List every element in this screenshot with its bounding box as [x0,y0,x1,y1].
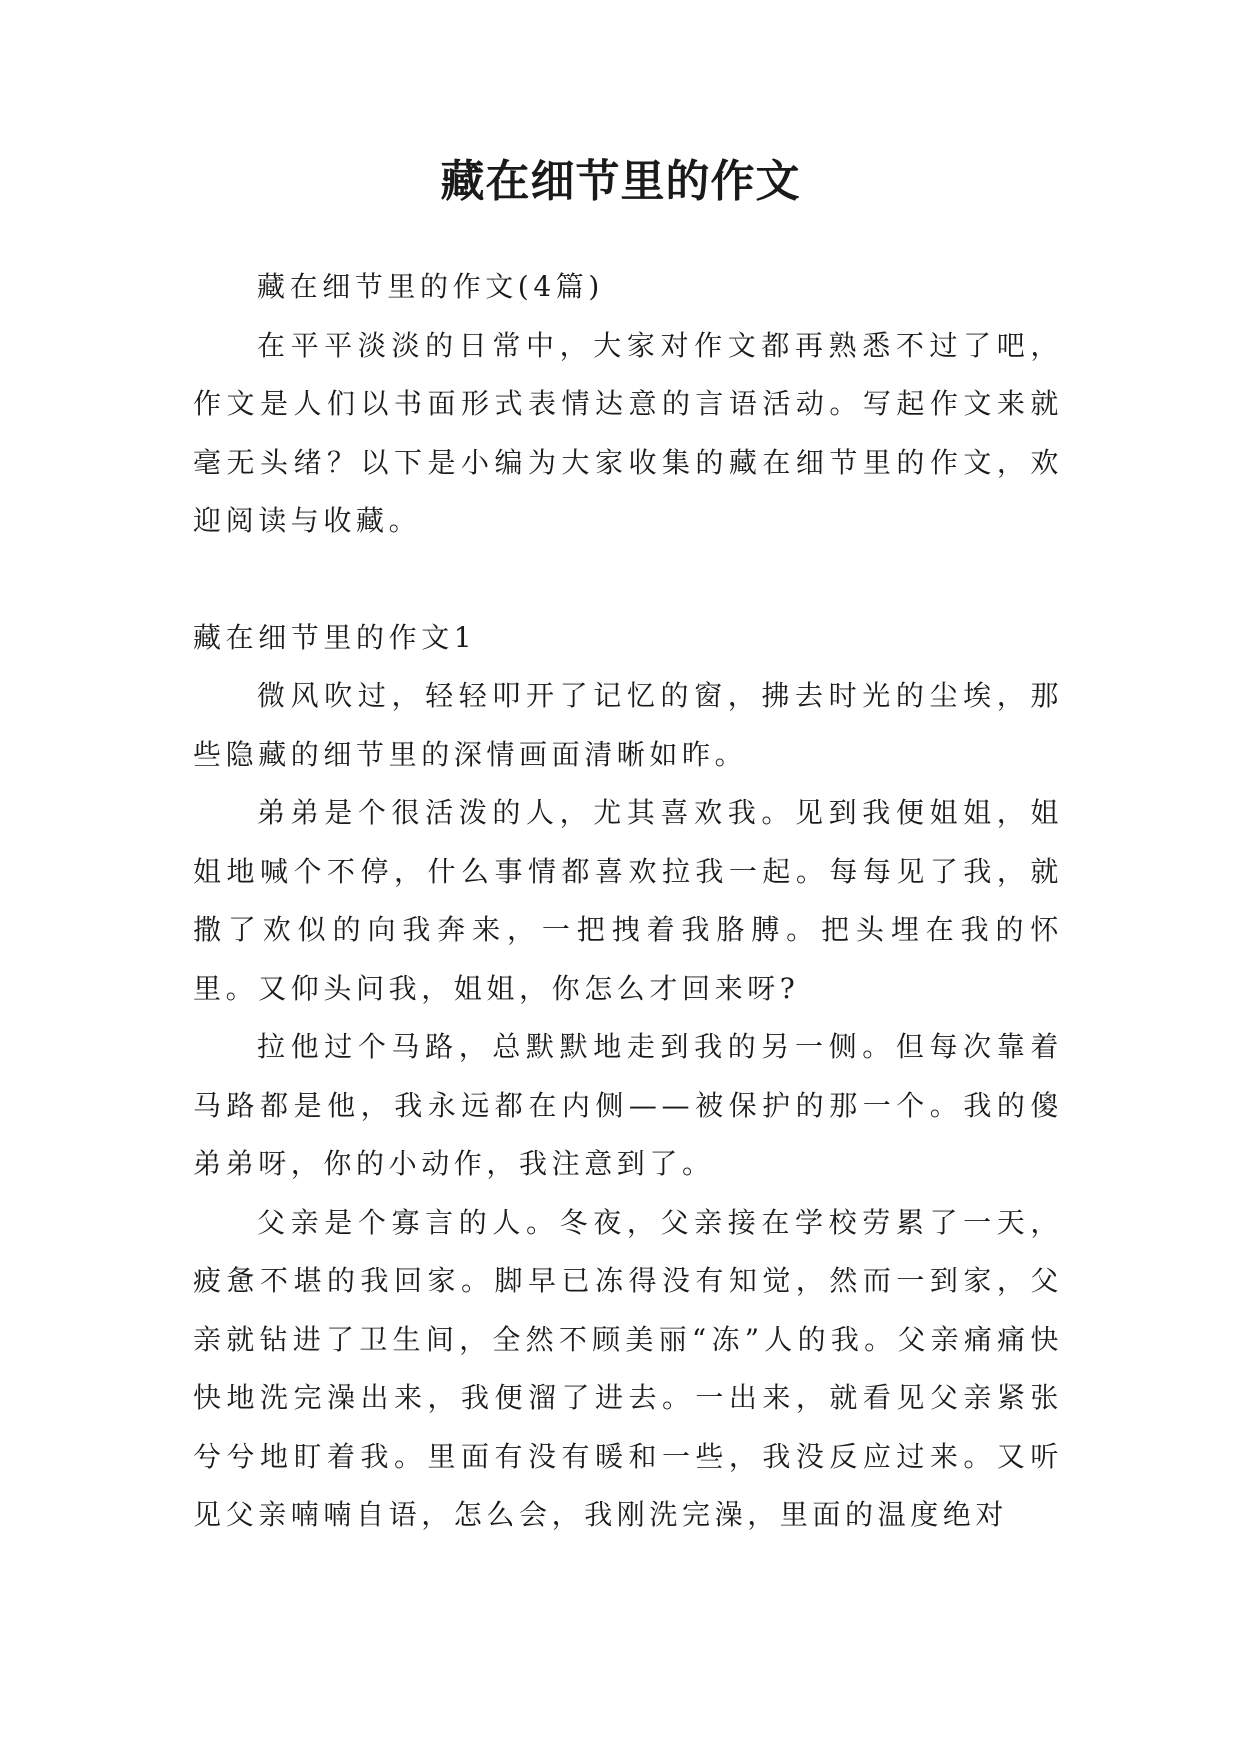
intro-heading: 藏在细节里的作文(4篇) [257,270,604,303]
body-paragraph: 父亲是个寡言的人。冬夜，父亲接在学校劳累了一天，疲惫不堪的我回家。脚早已冻得没有知觉，然而一到家，父亲就钻进了卫生间，全然不顾美丽“冻”人的我。父亲痛痛快快地洗完澡出来，我便溜了进去。一出来，就看见父亲紧张兮兮地盯着我。里面有没有暖和一些，我没反应过来。又听见父亲喃喃自语，怎么会，我刚洗完澡，里面的温度绝对 [193,1205,1063,1531]
document-title: 藏在细节里的作文 [440,156,801,207]
body-paragraph: 微风吹过，轻轻叩开了记忆的窗，拂去时光的尘埃，那些隐藏的细节里的深情画面清晰如昨。 [193,679,1063,771]
document-body [193,258,1063,1545]
intro-paragraph: 在平平淡淡的日常中，大家对作文都再熟悉不过了吧，作文是人们以书面形式表情达意的言语活动。写起作文来就毫无头绪？以下是小编为大家收集的藏在细节里的作文，欢迎阅读与收藏。 [193,328,1063,537]
body-paragraph: 弟弟是个很活泼的人，尤其喜欢我。见到我便姐姐，姐姐地喊个不停，什么事情都喜欢拉我一起。每每见了我，就撒了欢似的向我奔来，一把拽着我胳膊。把头埋在我的怀里。又仰头问我，姐姐，你怎么才回来呀? [193,796,1063,1005]
section-spacer [193,551,1063,609]
body-paragraph: 拉他过个马路，总默默地走到我的另一侧。但每次靠着马路都是他，我永远都在内侧——被保护的那一个。我的傻弟弟呀，你的小动作，我注意到了。 [193,1030,1063,1180]
section-heading: 藏在细节里的作文1 [193,620,477,654]
